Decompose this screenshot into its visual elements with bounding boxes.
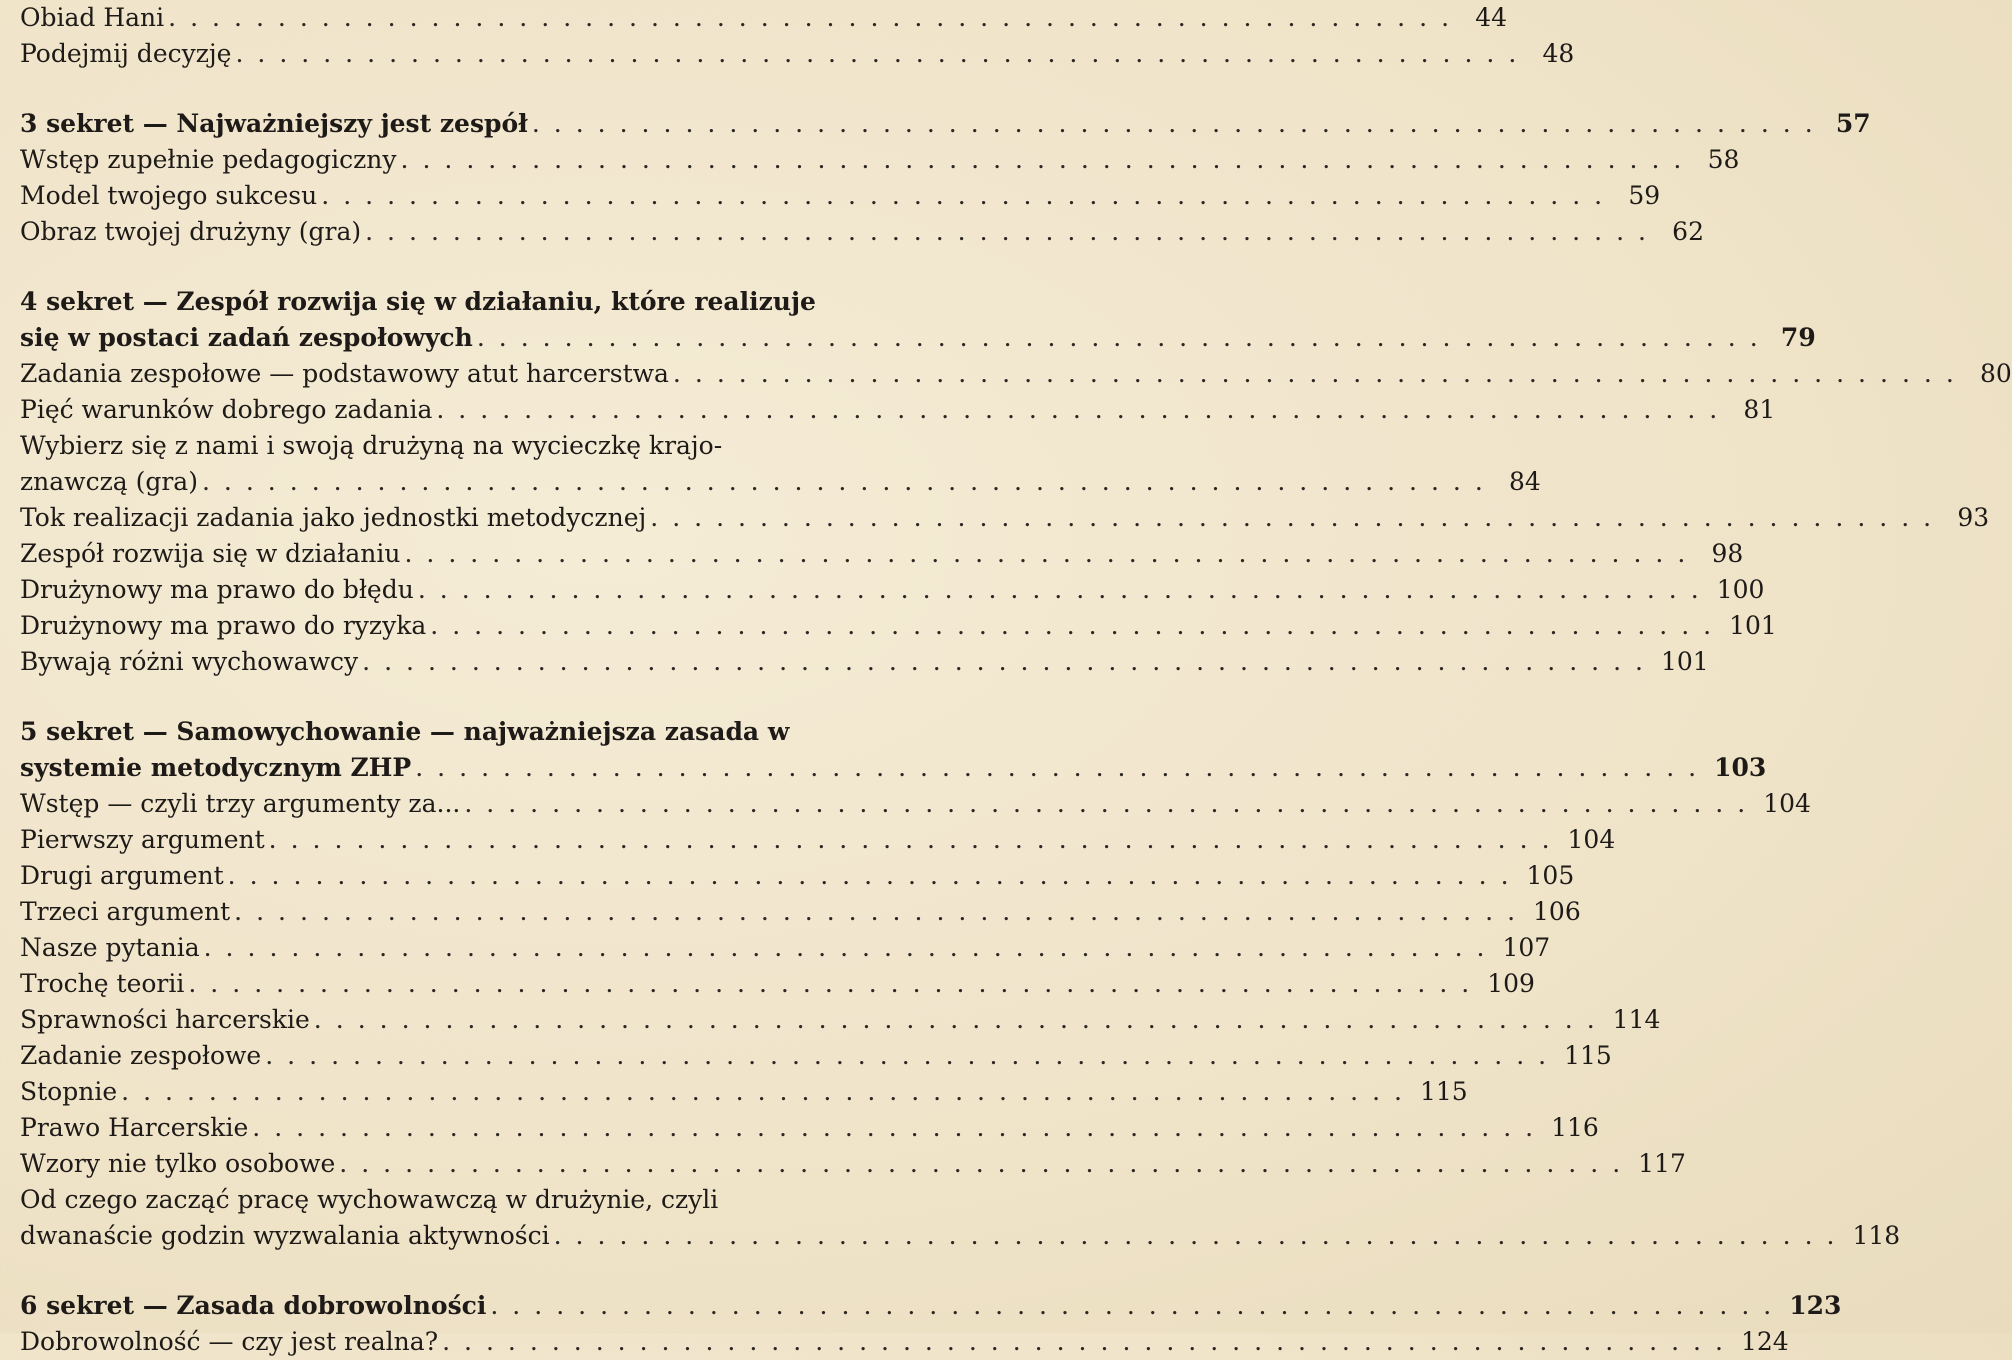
- toc-entry-title: Trzeci argument: [20, 897, 231, 926]
- toc-entry-title: Zespół rozwija się w działaniu: [20, 539, 401, 568]
- dot-leader: ...........................................................: [268, 825, 1564, 854]
- toc-entry-title: 5 sekret — Samowychowanie — najważniejsza zasada w: [20, 717, 790, 746]
- toc-page-number: 101: [1661, 647, 1709, 676]
- toc-entry-title: Od czego zacząć pracę wychowawczą w drużynie, czyli: [20, 1185, 719, 1214]
- toc-page-number: 109: [1487, 969, 1535, 998]
- toc-page-number: 62: [1672, 217, 1704, 246]
- toc-chapter-entry: [20, 284, 1816, 356]
- dot-leader: ...........................................................: [188, 969, 1484, 998]
- dot-leader: ...........................................................: [672, 359, 1968, 388]
- toc-page-number: 105: [1526, 861, 1575, 890]
- toc-page-number: 101: [1729, 611, 1777, 640]
- dot-leader: ...........................................................: [553, 1221, 1849, 1250]
- toc-entry-title: Wstęp zupełnie pedagogiczny: [20, 145, 397, 174]
- toc-entry-title: Prawo Harcerskie: [20, 1113, 249, 1142]
- toc-page-number: 118: [1852, 1221, 1901, 1250]
- dot-leader: ...........................................................: [531, 109, 1827, 138]
- toc-page-number: 93: [1957, 503, 1990, 532]
- toc-page-number: 58: [1707, 145, 1740, 174]
- toc-entry-title: Pięć warunków dobrego zadania: [20, 395, 433, 424]
- toc-entry: [20, 1324, 1789, 1360]
- toc-entry-title-continuation: znawczą (gra): [20, 467, 198, 496]
- toc-chapter-entry: [20, 106, 1871, 142]
- toc-entry-title: Drużynowy ma prawo do błędu: [20, 575, 414, 604]
- toc-page-number: 44: [1475, 3, 1508, 32]
- toc-entry: [20, 428, 1541, 500]
- toc-page-number: 115: [1420, 1077, 1468, 1106]
- dot-leader: ...........................................................: [436, 395, 1732, 424]
- dot-leader: ...........................................................: [321, 181, 1617, 210]
- dot-leader: ...........................................................: [121, 1077, 1416, 1106]
- toc-entry-title: Stopnie: [20, 1077, 118, 1106]
- toc-chapter-entry: [20, 1288, 1842, 1324]
- toc-page-number: 114: [1612, 1005, 1661, 1034]
- toc-page-number: 84: [1509, 467, 1541, 496]
- toc-entry: [20, 858, 1575, 894]
- toc-page-number: 98: [1711, 539, 1744, 568]
- toc-entry: [20, 1038, 1612, 1074]
- toc-entry: [20, 1002, 1661, 1038]
- toc-entry-title: Zadania zespołowe — podstawowy atut harcerstwa: [20, 359, 669, 388]
- toc-entry: [20, 1110, 1599, 1146]
- toc-entry: [20, 142, 1740, 178]
- toc-entry: [20, 178, 1661, 214]
- toc-entry-title: Wybierz się z nami i swoją drużyną na wycieczkę krajo-: [20, 431, 723, 460]
- toc-entry: [20, 608, 1777, 644]
- toc-entry: [20, 894, 1581, 930]
- toc-chapter-entry: [20, 714, 1767, 786]
- toc-entry-title: Sprawności harcerskie: [20, 1005, 310, 1034]
- dot-leader: ...........................................................: [650, 503, 1946, 532]
- dot-leader: ...........................................................: [339, 1149, 1635, 1178]
- toc-page-number: 80: [1979, 359, 2012, 388]
- toc-page-number: 81: [1743, 395, 1776, 424]
- toc-entry-title: 3 sekret — Najważniejszy jest zespół: [20, 109, 528, 138]
- toc-entry: [20, 644, 1709, 680]
- toc-entry-title-continuation: dwanaście godzin wyzwalania aktywności: [20, 1221, 550, 1250]
- toc-entry-title: Tok realizacji zadania jako jednostki metodycznej: [20, 503, 647, 532]
- toc-page-number: 103: [1714, 753, 1767, 782]
- toc-page-number: 59: [1628, 181, 1661, 210]
- toc-entry: [20, 930, 1551, 966]
- toc-entry-title-continuation: systemie metodycznym ZHP: [20, 753, 412, 782]
- dot-leader: ...........................................................: [430, 611, 1726, 640]
- toc-entry-title: Drugi argument: [20, 861, 224, 890]
- toc-page-number: 116: [1551, 1113, 1599, 1142]
- dot-leader: ...........................................................: [265, 1041, 1561, 1070]
- toc-page-number: 57: [1835, 109, 1871, 138]
- toc-page-number: 48: [1542, 39, 1575, 68]
- toc-entry-title: 6 sekret — Zasada dobrowolności: [20, 1291, 487, 1320]
- toc-page-number: 107: [1502, 933, 1551, 962]
- dot-leader: ...........................................................: [313, 1005, 1609, 1034]
- toc-entry: [20, 500, 1990, 536]
- toc-entry-title: 4 sekret — Zespół rozwija się w działaniu, które realizuje: [20, 287, 816, 316]
- toc-entry-title: Model twojego sukcesu: [20, 181, 318, 210]
- toc-entry: [20, 214, 1704, 250]
- toc-page-number: 100: [1716, 575, 1765, 604]
- toc-entry: [20, 1182, 1901, 1254]
- dot-leader: ...........................................................: [227, 861, 1523, 890]
- dot-leader: ...........................................................: [490, 1291, 1786, 1320]
- toc-entry: [20, 572, 1765, 608]
- toc-page-number: 104: [1763, 789, 1811, 818]
- toc-page-number: 106: [1533, 897, 1581, 926]
- dot-leader: ...........................................................: [415, 753, 1711, 782]
- toc-entry-title: Obraz twojej drużyny (gra): [20, 217, 362, 246]
- dot-leader: ...........................................................: [235, 39, 1531, 68]
- dot-leader: ...........................................................: [442, 1327, 1737, 1356]
- toc-entry-title: Dobrowolność — czy jest realna?: [20, 1327, 439, 1356]
- toc-page-number: 117: [1638, 1149, 1686, 1178]
- dot-leader: ...........................................................: [252, 1113, 1548, 1142]
- dot-leader: ...........................................................: [464, 789, 1760, 818]
- toc-entry: [20, 822, 1616, 858]
- toc-entry-title: Nasze pytania: [20, 933, 200, 962]
- toc-entry: [20, 392, 1776, 428]
- dot-leader: ...........................................................: [168, 3, 1464, 32]
- dot-leader: ...........................................................: [476, 323, 1772, 352]
- toc-entry: [20, 536, 1744, 572]
- toc-page-number: 115: [1564, 1041, 1612, 1070]
- toc-entry: [20, 36, 1575, 72]
- toc-entry: [20, 966, 1535, 1002]
- toc-entry-title: Podejmij decyzję: [20, 39, 232, 68]
- toc-entry-title: Bywają różni wychowawcy: [20, 647, 359, 676]
- toc-entry-title: Obiad Hani: [20, 3, 165, 32]
- dot-leader: ...........................................................: [234, 897, 1530, 926]
- toc-entry-title: Wzory nie tylko osobowe: [20, 1149, 336, 1178]
- dot-leader: ...........................................................: [404, 539, 1700, 568]
- dot-leader: ...........................................................: [400, 145, 1696, 174]
- toc-entry-title: Wstęp — czyli trzy argumenty za...: [20, 789, 461, 818]
- dot-leader: ...........................................................: [203, 933, 1499, 962]
- toc-entry: [20, 1074, 1468, 1110]
- toc-entry: [20, 786, 1811, 822]
- toc-entry-title: Trochę teorii: [20, 969, 185, 998]
- toc-page-number: 124: [1740, 1327, 1789, 1356]
- toc-entry: [20, 0, 1508, 36]
- toc-entry-title-continuation: się w postaci zadań zespołowych: [20, 323, 473, 352]
- dot-leader: ...........................................................: [417, 575, 1713, 604]
- dot-leader: ...........................................................: [362, 647, 1657, 676]
- toc-entry-title: Pierwszy argument: [20, 825, 265, 854]
- toc-entry: [20, 1146, 1686, 1182]
- toc-page-number: 79: [1780, 323, 1816, 352]
- toc-entry-title: Zadanie zespołowe: [20, 1041, 262, 1070]
- dot-leader: ...........................................................: [365, 217, 1660, 246]
- toc-page-number: 123: [1789, 1291, 1842, 1320]
- toc-entry-title: Drużynowy ma prawo do ryzyka: [20, 611, 427, 640]
- toc-entry: [20, 356, 2012, 392]
- dot-leader: ...........................................................: [201, 467, 1497, 496]
- table-of-contents: [20, 0, 2012, 1360]
- toc-page-number: 104: [1567, 825, 1616, 854]
